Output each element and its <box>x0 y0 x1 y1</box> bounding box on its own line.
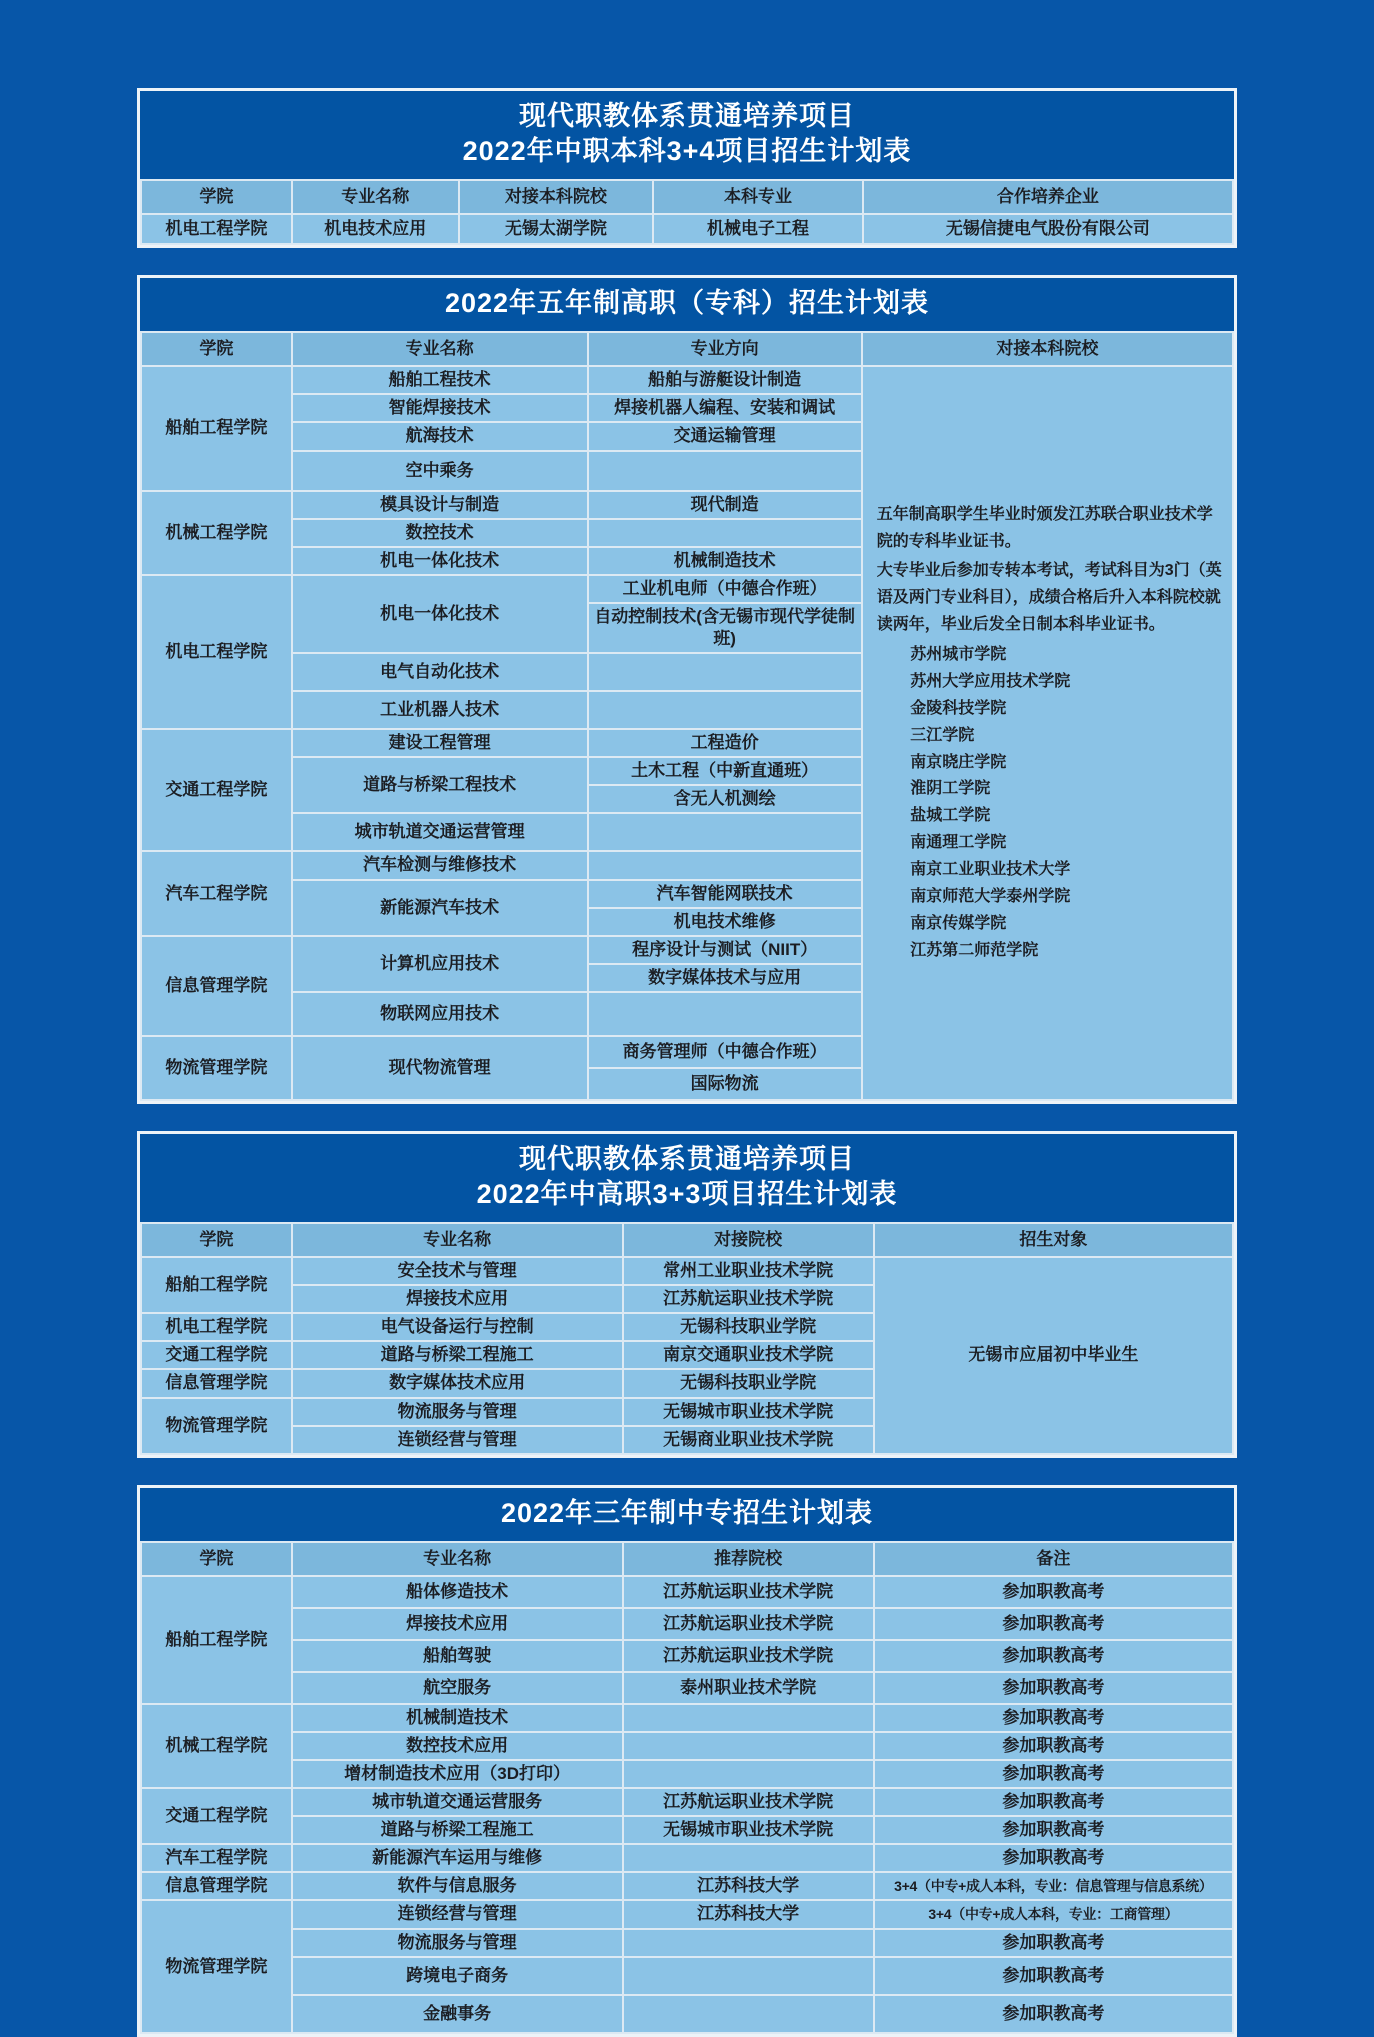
table-cell: 机械工程学院 <box>141 1704 292 1788</box>
table-cell: 泰州职业技术学院 <box>623 1672 874 1704</box>
tables-area <box>137 88 1237 2037</box>
table-cell: 安全技术与管理 <box>292 1257 623 1285</box>
table-cell: 焊接技术应用 <box>292 1285 623 1313</box>
table-cell: 江苏航运职业技术学院 <box>623 1285 874 1313</box>
table-cell <box>588 851 862 879</box>
college-item: 苏州城市学院 <box>910 646 1007 664</box>
table-cell: 机械电子工程 <box>653 214 863 244</box>
table-cell: 汽车工程学院 <box>141 851 292 935</box>
column-header: 对接院校 <box>623 1223 874 1257</box>
header-row <box>141 332 1233 366</box>
college-item: 南京晓庄学院 <box>910 753 1007 771</box>
table-cell: 船舶工程学院 <box>141 366 292 490</box>
table-five-year-gaozhi <box>137 275 1237 1104</box>
table-cell: 自动控制技术(含无锡市现代学徒制班) <box>588 603 862 653</box>
column-header: 专业方向 <box>588 332 862 366</box>
table-cell: 机械制造技术 <box>588 547 862 575</box>
column-header: 学院 <box>141 332 292 366</box>
table-cell: 无锡城市职业技术学院 <box>623 1398 874 1426</box>
table-title-line: 现代职教体系贯通培养项目 <box>519 1143 855 1174</box>
table-cell: 连锁经营与管理 <box>292 1900 623 1928</box>
table-cell: 机械工程学院 <box>141 491 292 575</box>
table-cell: 3+4（中专+成人本科，专业：工商管理） <box>874 1900 1233 1928</box>
college-item: 苏州大学应用技术学院 <box>910 672 1071 690</box>
header-row <box>141 1542 1233 1576</box>
college-item: 南京传媒学院 <box>910 914 1007 932</box>
table-cell: 含无人机测绘 <box>588 785 862 813</box>
table-cell: 无锡太湖学院 <box>459 214 653 244</box>
table-cell: 参加职教高考 <box>874 1732 1233 1760</box>
table-cell: 物流服务与管理 <box>292 1929 623 1957</box>
table-cell: 增材制造技术应用（3D打印） <box>292 1760 623 1788</box>
table-cell: 机电工程学院 <box>141 575 292 729</box>
column-header: 专业名称 <box>292 1542 623 1576</box>
table-cell: 参加职教高考 <box>874 1704 1233 1732</box>
table-cell: 工业机器人技术 <box>292 691 588 729</box>
table-cell: 无锡市应届初中毕业生 <box>874 1257 1233 1454</box>
table-cell: 信息管理学院 <box>141 936 292 1036</box>
table-cell <box>588 519 862 547</box>
table-cell: 参加职教高考 <box>874 1957 1233 1995</box>
table-cell: 机电技术应用 <box>292 214 459 244</box>
table-cell: 江苏航运职业技术学院 <box>623 1640 874 1672</box>
table-row <box>141 1929 1233 1957</box>
table-title-line: 2022年三年制中专招生计划表 <box>500 1497 874 1528</box>
table-cell <box>623 1957 874 1995</box>
column-header: 学院 <box>141 180 292 214</box>
table-cell: 跨境电子商务 <box>292 1957 623 1995</box>
table-title <box>140 1134 1234 1222</box>
table-cell: 无锡科技职业学院 <box>623 1369 874 1397</box>
table-cell: 无锡商业职业技术学院 <box>623 1426 874 1454</box>
table-cell: 参加职教高考 <box>874 1672 1233 1704</box>
info-paragraph: 大专毕业后参加专转本考试，考试科目为3门（英语及两门专业科目），成绩合格后升入本科院校就读两年，毕业后发全日制本科毕业证书。 <box>876 562 1222 634</box>
column-header: 合作培养企业 <box>863 180 1233 214</box>
table-cell: 计算机应用技术 <box>292 936 588 992</box>
table-cell: 道路与桥梁工程施工 <box>292 1816 623 1844</box>
table-cell <box>623 1995 874 2033</box>
table-cell: 常州工业职业技术学院 <box>623 1257 874 1285</box>
column-header: 对接本科院校 <box>862 332 1233 366</box>
table-cell: 无锡科技职业学院 <box>623 1313 874 1341</box>
data-table <box>140 1222 1234 1455</box>
table-cell: 江苏科技大学 <box>623 1900 874 1928</box>
data-table <box>140 179 1234 245</box>
table-cell: 空中乘务 <box>292 451 588 491</box>
table-row <box>141 1640 1233 1672</box>
table-cell: 现代物流管理 <box>292 1036 588 1100</box>
header-row <box>141 180 1233 214</box>
college-item: 南通理工学院 <box>910 834 1007 852</box>
table-row <box>141 1900 1233 1928</box>
table-cell: 数控技术 <box>292 519 588 547</box>
data-table <box>140 331 1234 1101</box>
table-row <box>141 1576 1233 1608</box>
table-cell: 道路与桥梁工程技术 <box>292 757 588 813</box>
table-cell: 机电一体化技术 <box>292 575 588 653</box>
table-cell: 船舶工程学院 <box>141 1257 292 1313</box>
college-item: 金陵科技学院 <box>910 699 1007 717</box>
table-cell: 机电工程学院 <box>141 214 292 244</box>
table-three-year-zhongzhuan <box>137 1485 1237 2037</box>
table-row <box>141 214 1233 244</box>
table-cell <box>623 1760 874 1788</box>
table-cell: 焊接技术应用 <box>292 1608 623 1640</box>
table-cell: 参加职教高考 <box>874 1760 1233 1788</box>
table-cell: 现代制造 <box>588 491 862 519</box>
table-cell: 数字媒体技术应用 <box>292 1369 623 1397</box>
table-cell: 新能源汽车技术 <box>292 880 588 936</box>
table-cell: 江苏航运职业技术学院 <box>623 1608 874 1640</box>
table-cell <box>623 1929 874 1957</box>
table-cell: 汽车检测与维修技术 <box>292 851 588 879</box>
table-cell: 物联网应用技术 <box>292 992 588 1036</box>
table-cell: 南京交通职业技术学院 <box>623 1341 874 1369</box>
table-cell: 模具设计与制造 <box>292 491 588 519</box>
table-cell: 信息管理学院 <box>141 1872 292 1900</box>
table-cell: 参加职教高考 <box>874 1576 1233 1608</box>
table-cell <box>623 1844 874 1872</box>
table-cell: 船舶工程学院 <box>141 1576 292 1704</box>
table-cell: 连锁经营与管理 <box>292 1426 623 1454</box>
table-cell: 航海技术 <box>292 422 588 450</box>
table-cell: 江苏科技大学 <box>623 1872 874 1900</box>
table-cell: 焊接机器人编程、安装和调试 <box>588 394 862 422</box>
table-cell: 交通工程学院 <box>141 1788 292 1844</box>
table-cell: 机电一体化技术 <box>292 547 588 575</box>
table-cell: 城市轨道交通运营服务 <box>292 1788 623 1816</box>
table-row <box>141 1608 1233 1640</box>
table-cell: 江苏航运职业技术学院 <box>623 1576 874 1608</box>
college-item: 江苏第二师范学院 <box>910 941 1039 959</box>
joint-college-info-cell <box>862 366 1233 1100</box>
table-cell: 数控技术应用 <box>292 1732 623 1760</box>
data-table <box>140 1541 1234 2034</box>
table-row <box>141 1257 1233 1285</box>
table-cell: 船舶工程技术 <box>292 366 588 394</box>
table-row <box>141 1957 1233 1995</box>
table-cell: 物流管理学院 <box>141 1398 292 1454</box>
table-cell <box>588 691 862 729</box>
table-cell: 参加职教高考 <box>874 1816 1233 1844</box>
table-title-line: 2022年五年制高职（专科）招生计划表 <box>444 288 930 319</box>
table-row <box>141 1704 1233 1732</box>
table-zhongzhi-benke-3plus4 <box>137 88 1237 248</box>
table-row <box>141 1816 1233 1844</box>
college-item: 南京师范大学泰州学院 <box>910 887 1071 905</box>
table-cell: 程序设计与测试（NIIT） <box>588 936 862 964</box>
college-item: 淮阴工学院 <box>910 780 991 798</box>
column-header: 学院 <box>141 1223 292 1257</box>
table-row <box>141 1995 1233 2033</box>
column-header: 专业名称 <box>292 332 588 366</box>
table-cell <box>588 653 862 691</box>
column-header: 对接本科院校 <box>459 180 653 214</box>
column-header: 备注 <box>874 1542 1233 1576</box>
table-cell: 道路与桥梁工程施工 <box>292 1341 623 1369</box>
table-cell: 金融事务 <box>292 1995 623 2033</box>
table-cell: 软件与信息服务 <box>292 1872 623 1900</box>
table-cell: 新能源汽车运用与维修 <box>292 1844 623 1872</box>
table-cell: 物流管理学院 <box>141 1036 292 1100</box>
column-header: 学院 <box>141 1542 292 1576</box>
table-cell: 土木工程（中新直通班） <box>588 757 862 785</box>
table-cell: 建设工程管理 <box>292 729 588 757</box>
table-cell: 汽车智能网联技术 <box>588 880 862 908</box>
table-cell: 交通运输管理 <box>588 422 862 450</box>
table-row <box>141 1788 1233 1816</box>
table-title-line: 现代职教体系贯通培养项目 <box>519 101 855 131</box>
table-cell <box>623 1732 874 1760</box>
table-cell: 物流管理学院 <box>141 1900 292 2032</box>
table-cell: 参加职教高考 <box>874 1608 1233 1640</box>
table-title <box>140 278 1234 331</box>
table-cell: 交通工程学院 <box>141 729 292 851</box>
table-cell: 汽车工程学院 <box>141 1844 292 1872</box>
table-cell <box>588 451 862 491</box>
table-cell: 工程造价 <box>588 729 862 757</box>
college-list <box>877 642 1222 965</box>
table-cell: 江苏航运职业技术学院 <box>623 1788 874 1816</box>
column-header: 招生对象 <box>874 1223 1233 1257</box>
column-header: 推荐院校 <box>623 1542 874 1576</box>
table-row <box>141 1760 1233 1788</box>
table-cell: 船舶与游艇设计制造 <box>588 366 862 394</box>
college-item: 南京工业职业技术大学 <box>910 861 1071 879</box>
table-row <box>141 1732 1233 1760</box>
table-cell: 船体修造技术 <box>292 1576 623 1608</box>
table-title-line: 2022年中职本科3+4项目招生计划表 <box>462 136 912 167</box>
column-header: 专业名称 <box>292 1223 623 1257</box>
table-cell: 船舶驾驶 <box>292 1640 623 1672</box>
table-title-line: 2022年中高职3+3项目招生计划表 <box>476 1178 898 1209</box>
table-title <box>140 91 1234 179</box>
table-zhonggaozhi-3plus3 <box>137 1131 1237 1458</box>
table-cell: 数字媒体技术与应用 <box>588 964 862 992</box>
column-header: 专业名称 <box>292 180 459 214</box>
table-title <box>140 1488 1234 1541</box>
table-cell: 参加职教高考 <box>874 1640 1233 1672</box>
college-item: 盐城工学院 <box>910 807 991 825</box>
table-cell: 无锡城市职业技术学院 <box>623 1816 874 1844</box>
table-row <box>141 1844 1233 1872</box>
table-row <box>141 1872 1233 1900</box>
table-cell: 机电技术维修 <box>588 908 862 936</box>
table-cell: 信息管理学院 <box>141 1369 292 1397</box>
table-cell: 航空服务 <box>292 1672 623 1704</box>
table-cell: 参加职教高考 <box>874 1844 1233 1872</box>
table-cell: 交通工程学院 <box>141 1341 292 1369</box>
college-item: 三江学院 <box>910 726 975 744</box>
table-cell: 机械制造技术 <box>292 1704 623 1732</box>
table-cell: 参加职教高考 <box>874 1929 1233 1957</box>
table-row <box>141 366 1233 394</box>
table-cell: 无锡信捷电气股份有限公司 <box>863 214 1233 244</box>
header-row <box>141 1223 1233 1257</box>
table-cell: 电气自动化技术 <box>292 653 588 691</box>
table-row <box>141 1672 1233 1704</box>
table-cell: 商务管理师（中德合作班） <box>588 1036 862 1068</box>
table-cell: 物流服务与管理 <box>292 1398 623 1426</box>
table-cell: 机电工程学院 <box>141 1313 292 1341</box>
table-cell: 参加职教高考 <box>874 1788 1233 1816</box>
table-cell: 参加职教高考 <box>874 1995 1233 2033</box>
table-cell: 国际物流 <box>588 1068 862 1100</box>
table-cell <box>588 813 862 851</box>
info-paragraph: 五年制高职学生毕业时颁发江苏联合职业技术学院的专科毕业证书。 <box>876 505 1213 550</box>
table-cell: 工业机电师（中德合作班） <box>588 575 862 603</box>
table-cell: 电气设备运行与控制 <box>292 1313 623 1341</box>
column-header: 本科专业 <box>653 180 863 214</box>
table-cell: 3+4（中专+成人本科，专业：信息管理与信息系统） <box>874 1872 1233 1900</box>
table-cell <box>588 992 862 1036</box>
table-cell: 智能焊接技术 <box>292 394 588 422</box>
table-cell: 城市轨道交通运营管理 <box>292 813 588 851</box>
table-cell <box>623 1704 874 1732</box>
